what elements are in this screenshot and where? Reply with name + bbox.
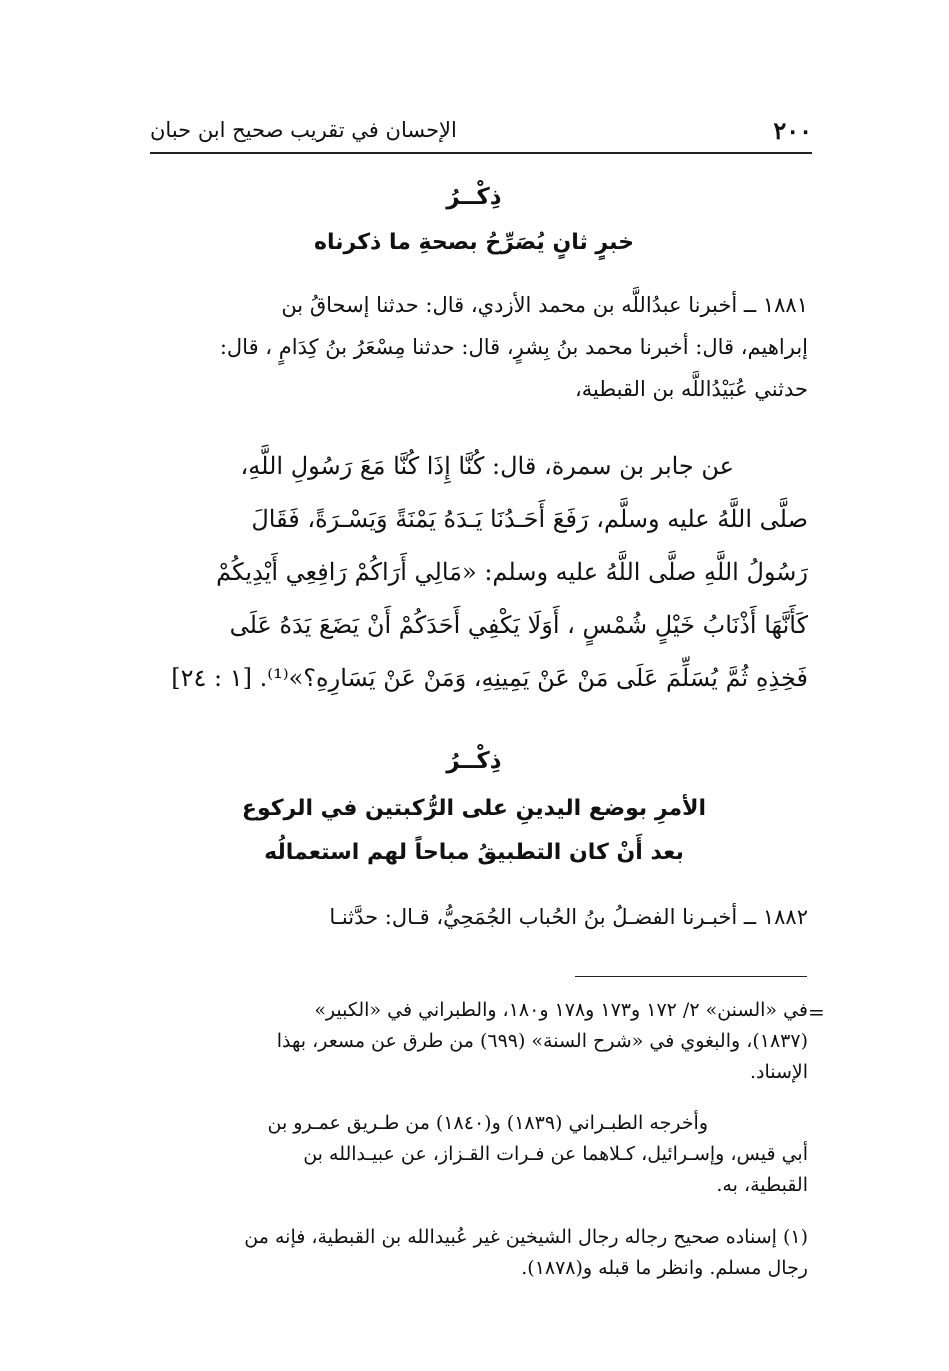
- matn-line: فَخِذِهِ ثُمَّ يُسَلِّمَ عَلَى مَنْ عَنْ يَمِينِهِ، وَمَنْ عَنْ يَسَارِهِ؟»⁽¹⁾. [١ : ٢٤]: [171, 664, 808, 692]
- section1-title: خبرٍ ثانٍ يُصَرِّحُ بصحةِ ما ذكرناه: [314, 230, 634, 255]
- hadith-1882-isnad: [140, 896, 808, 938]
- footnote-separator: [575, 976, 807, 977]
- footnote-line: القبطية، به.: [716, 1174, 808, 1196]
- section2-dhikr: ذِكْــرُ: [446, 748, 502, 774]
- matn-line: كَأَنَّهَا أَذْنَابُ خَيْلٍ شُمْسٍ ، أَوَلَا يَكْفِي أَحَدَكُمْ أَنْ يَضَعَ يَدَهُ عَلَى: [229, 611, 808, 639]
- footnote-line: أبي قيس، وإسـرائيل، كـلاهما عن فـرات القـزاز، عن عبيـدالله بن: [303, 1143, 808, 1165]
- footnote-tabarani: [140, 1108, 808, 1201]
- hadith-1881-matn: [140, 440, 808, 705]
- matn-line: عن جابر بن سمرة، قال: كُنَّا إِذَا كُنَّا مَعَ رَسُولِ اللَّهِ،: [240, 452, 734, 480]
- matn-line: صلَّى اللَّهُ عليه وسلَّم، رَفَعَ أَحَـدُنَا يَـدَهُ يَمْنَةً وَيَسْـرَةً، فَقَالَ: [251, 505, 808, 533]
- footnote-line: (١) إسناده صحيح رجاله رجال الشيخين غير عُبيدالله بن القبطية، فإنه من: [244, 1226, 808, 1248]
- matn-line: رَسُولُ اللَّهِ صلَّى اللَّهُ عليه وسلم: «مَالِي أَرَاكُمْ رَافِعِي أَيْدِيكُمْ: [216, 558, 808, 586]
- section1-dhikr: ذِكْــرُ: [446, 184, 502, 210]
- footnote-line: وأخرجه الطبـراني (١٨٣٩) و(١٨٤٠) من طـريق عمـرو بن: [267, 1112, 708, 1134]
- isnad-line: إبراهيم، قال: أخبرنا محمد بنُ بِشرٍ، قال: حدثنا مِسْعَرُ بنُ كِدَامٍ ، قال:: [219, 335, 808, 359]
- isnad-line: ١٨٨١ ــ أخبرنا عبدُاللَّه بن محمد الأزدي، قال: حدثنا إسحاقُ بن: [281, 293, 808, 317]
- footnote-continued: [140, 995, 808, 1088]
- page-number: ٢٠٠: [773, 116, 812, 145]
- footnote-line: (١٨٣٧)، والبغوي في «شرح السنة» (٦٩٩) من طرق عن مسعر، بهذا: [276, 1030, 808, 1052]
- section2-title-line1: الأمرِ بوضع اليدينِ على الرُّكبتين في الركوع: [241, 796, 707, 821]
- isnad-line: ١٨٨٢ ــ أخبـرنا الفضـلُ بنُ الحُباب الجُمَحِيُّ، قـال: حدَّثنـا: [329, 905, 808, 929]
- hadith-1881-isnad: [140, 284, 808, 410]
- continuation-mark: =: [808, 1000, 825, 1024]
- isnad-line: حدثني عُبَيْدُاللَّه بن القبطية،: [574, 377, 808, 401]
- footnote-line: الإسناد.: [749, 1061, 808, 1083]
- running-header: [150, 112, 812, 154]
- footnote-line: رجال مسلم. وانظر ما قبله و(١٨٧٨).: [521, 1257, 808, 1279]
- footnote-1: [140, 1222, 808, 1284]
- footnote-line: في «السنن» ٢/ ١٧٢ و١٧٣ و١٧٨ و١٨٠، والطبراني في «الكبير»: [314, 999, 808, 1021]
- section2-title-line2: بعد أَنْ كان التطبيقُ مباحاً لهم استعمالُه: [264, 840, 684, 865]
- book-title: الإحسان في تقريب صحيح ابن حبان: [150, 118, 457, 142]
